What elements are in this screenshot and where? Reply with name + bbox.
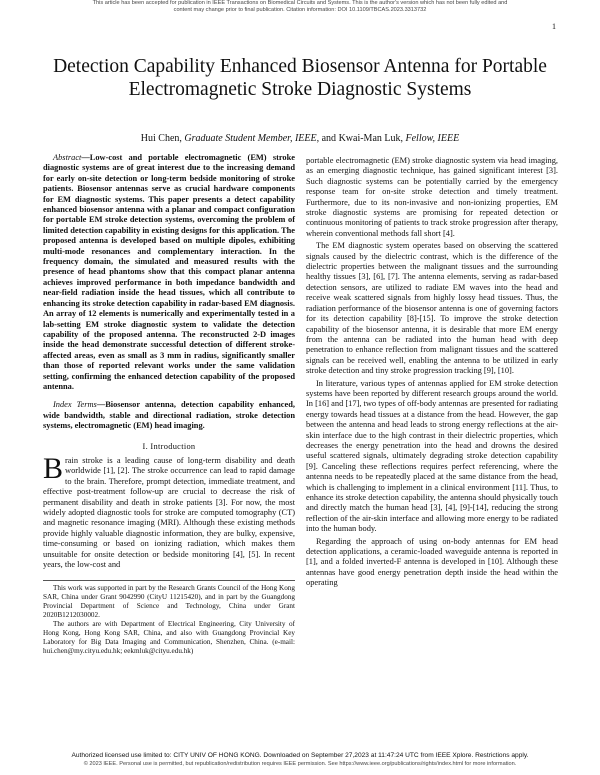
footer-license: Authorized licensed use limited to: CITY UNIV OF HONG KONG. Downloaded on September 27,2023 at 11:47:24 UTC from IEEE Xplore. Restrictions apply. xyxy=(71,752,529,759)
page-footer xyxy=(0,752,600,768)
paper-title: Detection Capability Enhanced Biosensor Antenna for Portable Electromagnetic Stroke Diagnostic Systems xyxy=(53,56,547,100)
author-1-role: Graduate Student Member, IEEE, xyxy=(184,133,320,144)
right-column xyxy=(306,156,558,589)
footnote-funding: This work was supported in part by the Research Grants Council of the Hong Kong SAR, China under Grant 9042990 (CityU 11215420), and in part by the Guangdong Provincial Department of Science and Technology, China under Grant 2020B1212030002. xyxy=(43,584,295,620)
drop-cap: B xyxy=(43,451,64,485)
right-paragraph-2: The EM diagnostic system operates based on observing the scattered signals caused by the dielectric contrast, which is the difference of the dielectric properties between the malignant tissues and the surrounding healthy tissues [3], [6], [7]. The antenna elements, serving as radar-based detection sensors, are utilized to radiate EM waves into the head and receive weak scattered signals from highly lossy head tissues. Thus, the radiation performance of the biosensor antenna is one of governing factors for its detection capability [8]-[15]. To improve the stroke detection capability of the biosensor antenna, it is desirable that more EM energy from the antenna can be radiated into the human head with deep penetration to enhance reflection from malignant tissues and the scattered signals can be received well, enabling the antenna to be utilized in early stroke detection and tiny stroke progression tracking [9], [10]. xyxy=(306,241,558,376)
page-number: 1 xyxy=(552,22,556,31)
abstract-lead: Abstract xyxy=(53,153,82,162)
footnote-affiliation: The authors are with Department of Electrical Engineering, City University of Hong Kong, Hong Kong SAR, China, and also with Guangdong Provincial Key Laboratory for Big Data Imaging and Communication, Shenzhen, China. (e-mail: hui.chen@my.cityu.edu.hk; eekmluk@cityu.edu.hk) xyxy=(43,620,295,656)
section-heading-introduction: I. Introduction xyxy=(142,441,196,451)
abstract xyxy=(43,153,295,392)
index-terms xyxy=(43,400,295,431)
banner-line-1: This article has been accepted for publication in IEEE Transactions on Biomedical Circuits and Systems. This is the author's version which has not been fully edited and xyxy=(92,0,508,6)
author-line xyxy=(40,133,560,144)
footer-copyright: © 2023 IEEE. Personal use is permitted, but republication/redistribution requires IEEE permission. See https://www.ieee.org/publications/rights/index.html for more information. xyxy=(83,761,517,767)
index-terms-body: —Biosensor antenna, detection capability enhanced, wide bandwidth, stable and directional radiation, stroke detection systems, electromagnetic (EM) head imaging. xyxy=(43,400,295,431)
banner-line-2: content may change prior to final publication. Citation information: DOI 10.1109/TBCAS.2023.3313732 xyxy=(173,7,427,13)
author-conjunction: and xyxy=(321,133,337,144)
left-column xyxy=(43,153,295,656)
author-1-name: Hui Chen, xyxy=(140,133,182,144)
intro-body: rain stroke is a leading cause of long-term disability and death worldwide [1], [2]. The stroke occurrence can lead to rapid damage to the brain. Therefore, prompt detection, immediate treatment, and effective post-treatment follow-up are crucial to decrease the risk of permanent disability and death in stroke patients [3]. For now, the most widely adopted diagnostic tools for stroke are computed tomography (CT) and magnetic resonance imaging (MRI). Although these existing methods provide highly valuable diagnostic information, they are bulky, expensive, time-consuming or based on ionizing radiation, which makes them unsuitable for onsite detection or bedside monitoring [4], [5]. In recent years, the low-cost and xyxy=(43,455,295,570)
author-2-name: Kwai-Man Luk, xyxy=(338,133,403,144)
right-paragraph-4: Regarding the approach of using on-body antennas for EM head detection applications, a ceramic-loaded waveguide antenna is reported in [1], and a folded inverted-F antenna is developed in [10]. Although these antennas have good energy penetration depth inside the head within the operating xyxy=(306,536,558,588)
author-2-role: Fellow, IEEE xyxy=(405,133,460,144)
abstract-body: —Low-cost and portable electromagnetic (EM) stroke diagnostic systems are of great interest due to the increasing demand for early on-site detection or long-term bedside monitoring of stroke patients. Biosensor antennas serve as crucial hardware components for EM diagnostic systems. This paper presents a detect capability enhanced biosensor antenna with a planar and compact configuration for portable EM stroke detection systems, overcoming the problem of limited detection capability in existing designs for this application. The proposed antenna is developed based on multiple dipoles, exhibiting multi-mode resonances and complementary interaction. In the frequency domain, the simulated and measured results with the presence of head phantoms show that this compact planar antenna achieves improved performance in both impedance bandwidth and near-field radiation inside the head tissues, which all contribute to enhancing its stroke detection capability in radar-based EM diagnosis. An array of 12 elements is numerically and experimentally tested in a lab-setting EM stroke diagnostic system to validate the detection capability of the proposed antenna. The reconstructed 2-D images inside the head demonstrate successful detection of different stroke-affected areas, even as small as 3 mm in radius, significantly smaller than those of reported relevant works under the same validation setting, confirming the enhanced detection capability of the proposed antenna. xyxy=(43,153,295,391)
right-paragraph-3: In literature, various types of antennas applied for EM stroke detection systems have been reported by different research groups around the world. In [16] and [17], two types of off-body antennas are presented for radiating energy towards head tissues at a distance from the head. However, the gap between the antenna and head leads to strong energy reflections at the air-skin interface due to the high contrast in their dielectric properties, which decreases the energy penetration into the head and drowns the desired useful scattered signals, ultimately degrading stroke detection capability [9]. Canceling these reflections requires perfect referencing, where the antenna needs to be repeatedly placed at the same distance from the head, which is challenging to implement in a clinical environment [11]. Thus, to enhance its stroke detection capability, the antenna should physically touch and directly match the human head [3], [4], [9]-[14], reducing the strong reflection of the air-skin interface and allowing more energy to be radiated into the human body. xyxy=(306,378,558,534)
right-paragraph-1: portable electromagnetic (EM) stroke diagnostic system via head imaging, as an emerging diagnostic technique, has gained significant interest [3]. Such diagnostic systems can be potentially carried by the emergency response team for on-site stroke detection and timely treatment. Furthermore, due to its non-invasive and non-ionizing properties, EM stroke diagnostic systems are promising for repeated detection or continuous monitoring of patients to track stroke progression after therapy, wherein conventional methods fall short [4]. xyxy=(306,156,558,238)
footnotes xyxy=(43,580,295,656)
intro-paragraph xyxy=(43,451,295,570)
index-terms-lead: Index Terms xyxy=(53,400,97,410)
journal-banner xyxy=(0,0,600,14)
